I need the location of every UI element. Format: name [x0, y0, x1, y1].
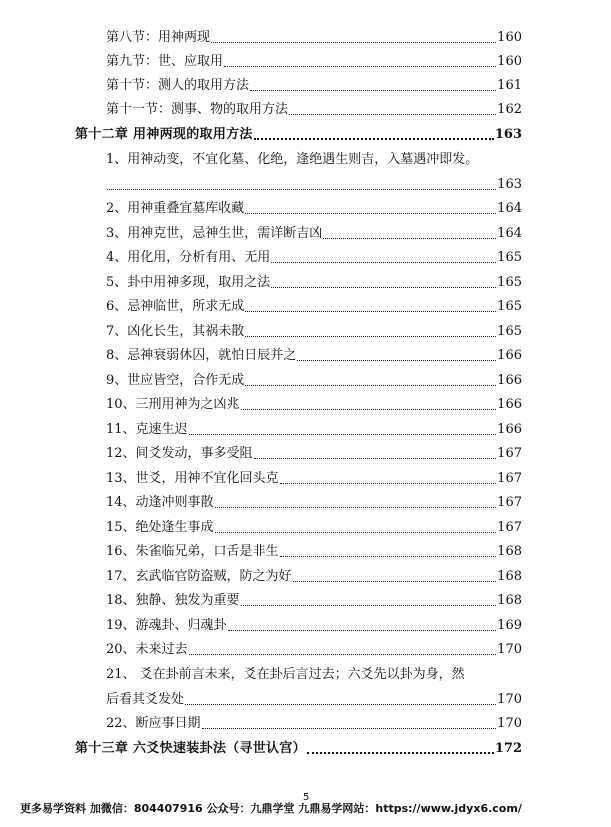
toc-entry-page: 160 [497, 30, 522, 45]
toc-entry-label: 18、独静、独发为重要 [106, 593, 240, 608]
dot-leader [185, 703, 496, 705]
toc-entry[interactable] [106, 612, 522, 634]
toc-entry-label: 20、未来过去 [106, 642, 188, 657]
toc-entry[interactable] [106, 171, 522, 193]
toc-entry-label: 12、间爻发动，事多受阻 [106, 446, 253, 461]
toc-entry-label: 10、三刑用神为之凶兆 [106, 397, 240, 412]
toc-entry[interactable] [106, 489, 522, 511]
dot-leader [297, 359, 496, 361]
toc-entry[interactable] [106, 96, 522, 118]
toc-entry-line[interactable] [106, 661, 465, 683]
toc-entry-label: 第八节：用神两现 [106, 30, 211, 45]
toc-entry-page: 168 [497, 593, 522, 608]
dot-leader [189, 653, 497, 655]
toc-entry-page: 163 [497, 177, 522, 192]
dot-leader [245, 212, 496, 214]
toc-entry-page: 166 [497, 373, 522, 388]
toc-entry-label: 21、 爻在卦前言未来，爻在卦后言过去；六爻先以卦为身，然 [106, 667, 465, 682]
toc-entry-page: 161 [497, 78, 522, 93]
dot-leader [254, 137, 494, 140]
toc-entry-label: 15、绝处逢生事成 [106, 520, 214, 535]
toc-entry[interactable] [106, 244, 522, 266]
toc-entry[interactable] [106, 538, 522, 560]
toc-entry[interactable] [106, 342, 522, 364]
dot-leader [241, 408, 497, 410]
toc-entry-page: 170 [497, 642, 522, 657]
toc-entry-page: 166 [497, 348, 522, 363]
toc-entry-line[interactable] [106, 146, 478, 168]
dot-leader [215, 531, 497, 533]
toc-entry[interactable] [106, 72, 522, 94]
toc-entry-label: 第十一节：测事、物的取用方法 [106, 102, 289, 117]
toc-entry-label: 3、用神克世，忌神生世，需详断吉凶 [106, 226, 323, 241]
toc-entry-label: 2、用神重叠宜墓库收藏 [106, 201, 245, 216]
toc-entry[interactable] [106, 710, 522, 732]
toc-entry-page: 160 [497, 54, 522, 69]
dot-leader [293, 580, 497, 582]
toc-entry[interactable] [106, 636, 522, 658]
toc-entry-label: 7、凶化长生，其祸未散 [106, 324, 245, 339]
toc-entry-label: 16、朱雀临兄弟，口舌是非生 [106, 544, 279, 559]
toc-entry-label: 9、世应皆空，合作无成 [106, 373, 245, 388]
toc-entry-label: 4、用化用，分析有用、无用 [106, 250, 271, 265]
dot-leader [250, 89, 496, 91]
toc-entry-page: 167 [497, 520, 522, 535]
toc-entry-label: 22、断应事日期 [106, 716, 201, 731]
dot-leader [189, 433, 497, 435]
toc-entry-page: 164 [497, 226, 522, 241]
toc-chapter-page: 172 [494, 741, 522, 756]
footer-promo-text: 更多易学资料 加微信：804407916 公众号：九鼎学堂 九鼎易学网站：https://www.jdyx6.com/ [20, 802, 522, 815]
toc-entry[interactable] [106, 686, 522, 708]
toc-entry-label: 1、用神动变，不宜化墓、化绝，逢绝遇生则吉，入墓遇冲即发。 [106, 152, 479, 167]
toc-chapter-label: 第十三章 六爻快速装卦法（寻世认宫） [75, 741, 306, 756]
toc-entry-label: 14、动逢冲则事散 [106, 495, 214, 510]
toc-entry-page: 170 [497, 716, 522, 731]
toc-chapter-label: 第十二章 用神两现的取用方法 [75, 127, 253, 142]
dot-leader [241, 604, 497, 606]
page-number: 5 [303, 792, 310, 803]
dot-leader [245, 335, 496, 337]
toc-entry-label: 17、玄武临官防盗贼，防之为好 [106, 569, 292, 584]
toc-entry-page: 165 [497, 299, 522, 314]
toc-entry-page: 165 [497, 324, 522, 339]
toc-entry-page: 167 [497, 495, 522, 510]
toc-entry-label: 5、卦中用神多现，取用之法 [106, 275, 271, 290]
toc-entry[interactable] [106, 220, 522, 242]
toc-entry-page: 167 [497, 446, 522, 461]
toc-entry-page: 162 [497, 102, 522, 117]
toc-entry-page: 170 [497, 692, 522, 707]
toc-entry[interactable] [106, 391, 522, 413]
toc-entry-page: 165 [497, 250, 522, 265]
toc-entry[interactable] [106, 24, 522, 46]
toc-entry-label: 8、忌神衰弱休囚，就怕日辰并之 [106, 348, 297, 363]
dot-leader [254, 457, 497, 459]
dot-leader [215, 506, 497, 508]
toc-entry-label: 6、忌神临世，所求无成 [106, 299, 245, 314]
toc-chapter-page: 163 [494, 127, 522, 142]
toc-entry[interactable] [106, 269, 522, 291]
toc-entry-label: 19、游魂卦、归魂卦 [106, 618, 227, 633]
toc-entry[interactable] [106, 563, 522, 585]
toc-entry-page: 166 [497, 422, 522, 437]
toc-entry-label: 第九节：世、应取用 [106, 54, 224, 69]
toc-entry-page: 168 [497, 569, 522, 584]
toc-entry-label: 11、克速生迟 [106, 422, 188, 437]
dot-leader [271, 286, 496, 288]
toc-chapter-12[interactable] [75, 121, 522, 143]
dot-leader [245, 384, 496, 386]
toc-entry-page: 167 [497, 471, 522, 486]
toc-entry-label: 13、世爻，用神不宜化回头克 [106, 471, 279, 486]
toc-entry[interactable] [106, 514, 522, 536]
dot-leader [224, 65, 496, 67]
dot-leader [202, 727, 497, 729]
dot-leader [323, 237, 496, 239]
toc-entry[interactable] [106, 318, 522, 340]
dot-leader [245, 310, 496, 312]
toc-entry[interactable] [106, 440, 522, 462]
dot-leader [211, 41, 496, 43]
toc-entry-page: 165 [497, 275, 522, 290]
toc-entry[interactable] [106, 416, 522, 438]
dot-leader [271, 261, 496, 263]
toc-entry[interactable] [106, 587, 522, 609]
toc-entry[interactable] [106, 465, 522, 487]
toc-entry[interactable] [106, 48, 522, 70]
toc-entry[interactable] [106, 367, 522, 389]
toc-entry-label: 第十节：测人的取用方法 [106, 78, 250, 93]
dot-leader [107, 188, 496, 190]
toc-entry-page: 166 [497, 397, 522, 412]
toc-entry[interactable] [106, 293, 522, 315]
dot-leader [280, 482, 497, 484]
dot-leader [280, 555, 497, 557]
toc-entry-label: 后看其爻发处 [106, 692, 185, 707]
dot-leader [228, 629, 497, 631]
toc-entry-page: 164 [497, 201, 522, 216]
toc-entry-page: 169 [497, 618, 522, 633]
toc-chapter-13[interactable] [75, 735, 522, 757]
toc-entry-page: 168 [497, 544, 522, 559]
toc-entry[interactable] [106, 195, 522, 217]
dot-leader [289, 113, 496, 115]
dot-leader [307, 751, 494, 754]
